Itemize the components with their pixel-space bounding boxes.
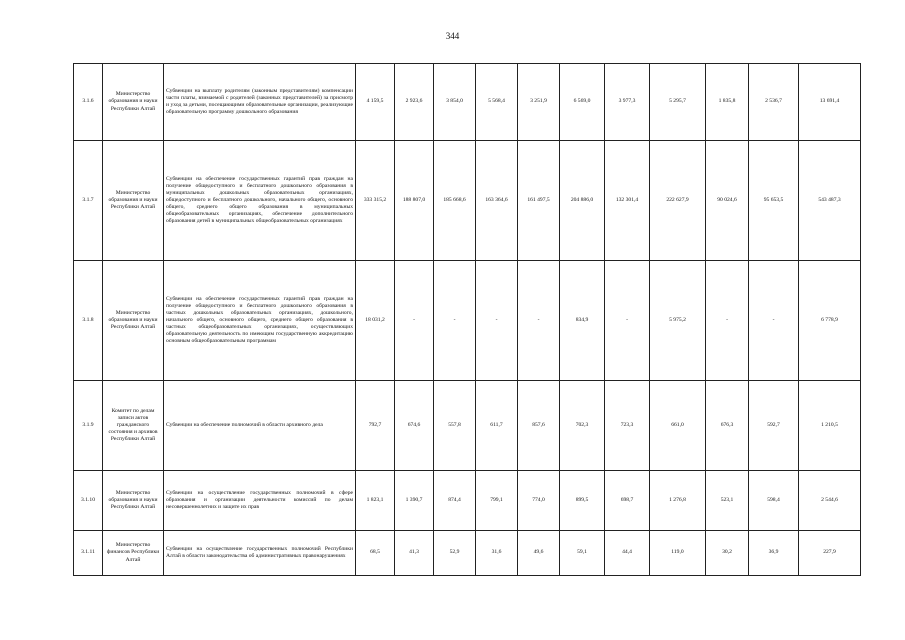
row-value: 18 031,2 (356, 261, 395, 381)
table-row (74, 531, 861, 576)
row-value: 792,7 (356, 381, 395, 471)
row-value: 188 807,0 (395, 141, 434, 261)
row-organization: Министерство образования и науки Республики Алтай (103, 261, 164, 381)
row-value: - (706, 261, 749, 381)
row-value: 543 487,3 (799, 141, 861, 261)
row-value: - (518, 261, 560, 381)
row-value: 874,4 (434, 471, 476, 531)
row-value: 6 778,9 (799, 261, 861, 381)
row-value: 3 251,9 (518, 64, 560, 141)
row-organization: Министерство образования и науки Республики Алтай (103, 64, 164, 141)
row-organization: Министерство финансов Республики Алтай (103, 531, 164, 576)
row-value: 592,7 (749, 381, 799, 471)
row-value: 3 977,3 (605, 64, 650, 141)
row-value: 5 295,7 (650, 64, 706, 141)
row-value: 49,6 (518, 531, 560, 576)
row-value: 2 544,6 (799, 471, 861, 531)
row-value: 698,7 (605, 471, 650, 531)
row-value: 611,7 (476, 381, 518, 471)
row-value: - (476, 261, 518, 381)
row-value: 661,0 (650, 381, 706, 471)
row-code: 3.1.7 (74, 141, 103, 261)
row-value: 30,2 (706, 531, 749, 576)
row-organization: Министерство образования и науки Республики Алтай (103, 141, 164, 261)
table-row (74, 141, 861, 261)
row-value: 557,8 (434, 381, 476, 471)
row-value: 161 497,5 (518, 141, 560, 261)
row-value: 702,3 (560, 381, 605, 471)
row-value: 204 886,0 (560, 141, 605, 261)
row-code: 3.1.10 (74, 471, 103, 531)
row-value: 1 276,8 (650, 471, 706, 531)
row-value: 59,1 (560, 531, 605, 576)
row-value: 44,4 (605, 531, 650, 576)
row-value: 799,1 (476, 471, 518, 531)
row-value: 163 364,6 (476, 141, 518, 261)
table-row (74, 64, 861, 141)
table-row (74, 471, 861, 531)
page-number: 344 (445, 31, 460, 41)
row-value: 68,5 (356, 531, 395, 576)
row-description: Субвенции на выплату родителям (законным представителям) компенсации части платы, взимаемой с родителей (законных представителей) за присмотр и уход за детьми, посещающими образовательные организации, реализующие образовательную программу дошкольного образования (164, 64, 356, 141)
row-organization: Комитет по делам записи актов гражданского состояния и архивов Республики Алтай (103, 381, 164, 471)
row-value: 723,3 (605, 381, 650, 471)
row-value: 3 854,0 (434, 64, 476, 141)
row-value: 857,6 (518, 381, 560, 471)
row-description: Субвенции на обеспечение полномочий в области архивного дела (164, 381, 356, 471)
row-value: 132 301,4 (605, 141, 650, 261)
row-value: 119,0 (650, 531, 706, 576)
row-value: 5 568,4 (476, 64, 518, 141)
row-value: 95 653,5 (749, 141, 799, 261)
row-description: Субвенции на осуществление государственных полномочий в сфере образования и организации деятельности комиссий по делам несовершеннолетних и защите их прав (164, 471, 356, 531)
table-row (74, 261, 861, 381)
row-value: - (395, 261, 434, 381)
row-value: 2 536,7 (749, 64, 799, 141)
row-value: 333 315,2 (356, 141, 395, 261)
row-value: 2 923,6 (395, 64, 434, 141)
row-code: 3.1.11 (74, 531, 103, 576)
row-value: - (434, 261, 476, 381)
row-value: 36,9 (749, 531, 799, 576)
row-value: 185 668,6 (434, 141, 476, 261)
row-value: 676,3 (706, 381, 749, 471)
row-value: - (749, 261, 799, 381)
row-code: 3.1.6 (74, 64, 103, 141)
row-description: Субвенции на обеспечение государственных гарантий прав граждан на получение общедоступного и бесплатного дошкольного образования в муниципальных дошкольных образовательных организациях, общедоступного и бесплатного дошкольного, начального общего, основного общего, среднего общего образования в муниципальных общеобразовательных организациях, обеспечение дополнительного образования детей в муниципальных общеобразовательных организациях (164, 141, 356, 261)
row-value: 31,6 (476, 531, 518, 576)
row-value: 674,6 (395, 381, 434, 471)
row-value: 1 835,8 (706, 64, 749, 141)
row-value: 523,1 (706, 471, 749, 531)
table-row (74, 381, 861, 471)
row-code: 3.1.8 (74, 261, 103, 381)
row-value: 52,9 (434, 531, 476, 576)
row-value: 222 627,9 (650, 141, 706, 261)
row-value: 1 390,7 (395, 471, 434, 531)
row-value: 899,5 (560, 471, 605, 531)
row-value: 5 975,2 (650, 261, 706, 381)
row-organization: Министерство образования и науки Республики Алтай (103, 471, 164, 531)
row-value: 41,3 (395, 531, 434, 576)
row-value: 774,0 (518, 471, 560, 531)
row-value: 1 210,5 (799, 381, 861, 471)
subvention-table (73, 63, 861, 576)
row-value: 13 691,4 (799, 64, 861, 141)
row-value: - (605, 261, 650, 381)
row-value: 834,9 (560, 261, 605, 381)
row-value: 4 159,5 (356, 64, 395, 141)
row-value: 1 823,1 (356, 471, 395, 531)
row-code: 3.1.9 (74, 381, 103, 471)
row-value: 6 569,0 (560, 64, 605, 141)
row-value: 598,4 (749, 471, 799, 531)
row-value: 90 024,6 (706, 141, 749, 261)
row-description: Субвенции на осуществление государственных полномочий Республики Алтай в области законодательства об административных правонарушениях (164, 531, 356, 576)
row-value: 227,9 (799, 531, 861, 576)
row-description: Субвенции на обеспечение государственных гарантий прав граждан на получение общедоступного и бесплатного дошкольного образования в частных дошкольных образовательных организациях, дошкольного, начального общего, основного общего, среднего общего образования в частных общеобразовательных организациях, осуществляющих образовательную деятельность по имеющим государственную аккредитацию основным общеобразовательным программам (164, 261, 356, 381)
